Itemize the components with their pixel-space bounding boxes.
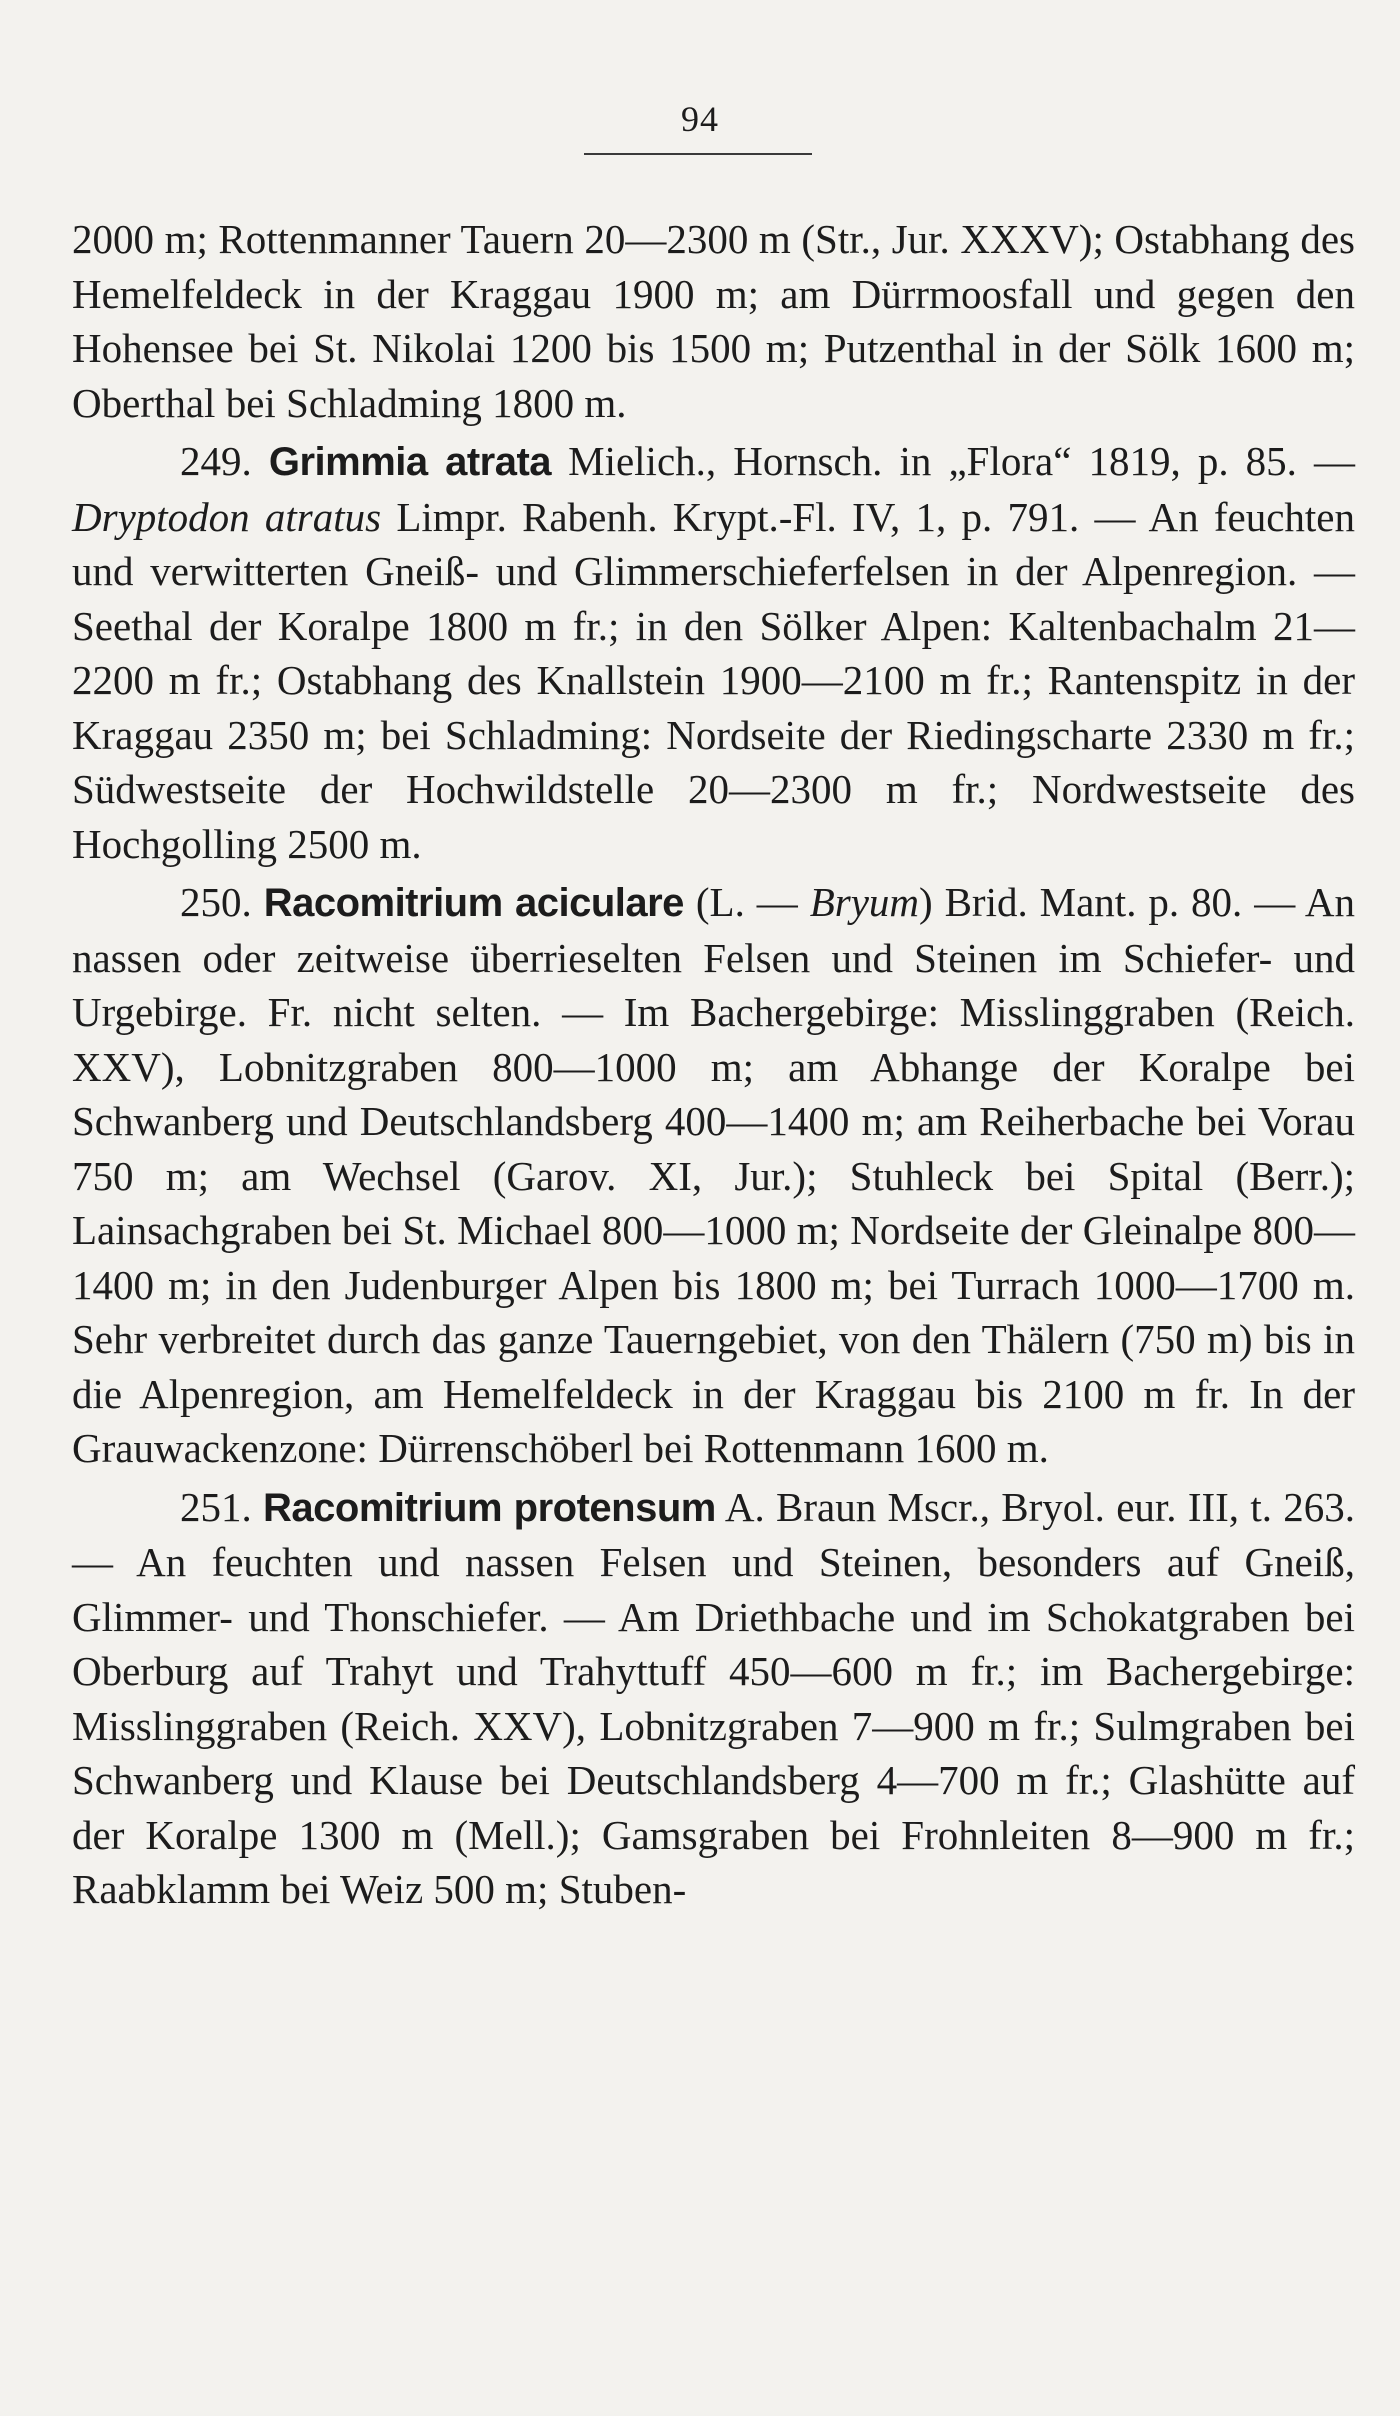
paragraph-continuation (72, 212, 1355, 430)
entry-number: 249. (180, 438, 269, 484)
taxon-name: Racomitrium protensum (263, 1485, 716, 1530)
synonym-name: Bryum (809, 879, 919, 925)
entry-number: 250. (180, 879, 264, 925)
entry-250 (72, 875, 1355, 1476)
text-body (72, 212, 1355, 1917)
paragraph-text: 2000 m; Rottenmanner Tauern 20—2300 m (Str., Jur. XXXV); Ostabhang des Hemelfeldeck in der Kraggau 1900 m; am Dürrmoosfall und gegen den Hohensee bei St. Nikolai 1200 bis 1500 m; Putzenthal in der Sölk 1600 m; Oberthal bei Schladming 1800 m. (72, 216, 1355, 426)
entry-249 (72, 434, 1355, 871)
entry-text: A. Braun Mscr., Bryol. eur. III, t. 263. — An feuchten und nassen Felsen und Steinen, besonders auf Gneiß, Glimmer- und Thonschiefer. — Am Driethbache und im Schokatgraben bei Oberburg auf Trahyt und Trahyttuff 450—600 m fr.; im Bachergebirge: Misslinggraben (Reich. XXV), Lobnitzgraben 7—900 m fr.; Sulmgraben bei Schwanberg und Klause bei Deutschlandsberg 4—700 m fr.; Glashütte auf der Koralpe 1300 m (Mell.); Gamsgraben bei Frohnleiten 8—900 m fr.; Raabklamm bei Weiz 500 m; Stuben- (72, 1483, 1355, 1912)
entry-text: Mielich., Hornsch. in „Flora“ 1819, p. 85. — (551, 438, 1356, 484)
entry-text: (L. — (683, 879, 810, 925)
synonym-name: Dryptodon atratus (72, 493, 382, 540)
header-rule (584, 153, 812, 155)
entry-251 (72, 1480, 1355, 1917)
taxon-name: Racomitrium aciculare (263, 881, 684, 925)
page-number: 94 (681, 99, 719, 139)
entry-text: Limpr. Rabenh. Krypt.-Fl. IV, 1, p. 791. — An feuchten und verwitterten Gneiß- und Glimmerschieferfelsen in der Alpenregion. — Seethal der Koralpe 1800 m fr.; in den Sölker Alpen: Kaltenbachalm 21—2200 m fr.; Ostabhang des Knallstein 1900—2100 m fr.; Rantenspitz in der Kraggau 2350 m; bei Schladming: Nordseite der Riedingscharte 2330 m fr.; Südwestseite der Hochwildstelle 20—2300 m fr.; Nordwestseite des Hochgolling 2500 m. (72, 493, 1356, 867)
entry-number: 251. (180, 1483, 264, 1530)
entry-text: ) Brid. Mant. p. 80. — An nassen oder zeitweise überrieselten Felsen und Steinen im Schiefer- und Urgebirge. Fr. nicht selten. — Im Bachergebirge: Misslinggraben (Reich. XXV), Lobnitzgraben 800—1000 m; am Abhange der Koralpe bei Schwanberg und Deutschlandsberg 400—1400 m; am Reiherbache bei Vorau 750 m; am Wechsel (Garov. XI, Jur.); Stuhleck bei Spital (Berr.); Lainsachgraben bei St. Michael 800—1000 m; Nordseite der Gleinalpe 800—1400 m; in den Judenburger Alpen bis 1800 m; bei Turrach 1000—1700 m. Sehr verbreitet durch das ganze Tauerngebiet, von den Thälern (750 m) bis in die Alpenregion, am Hemelfeldeck in der Kraggau bis 2100 m fr. In der Grauwackenzone: Dürrenschöberl bei Rottenmann 1600 m. (72, 879, 1356, 1471)
taxon-name: Grimmia atrata (268, 440, 552, 484)
